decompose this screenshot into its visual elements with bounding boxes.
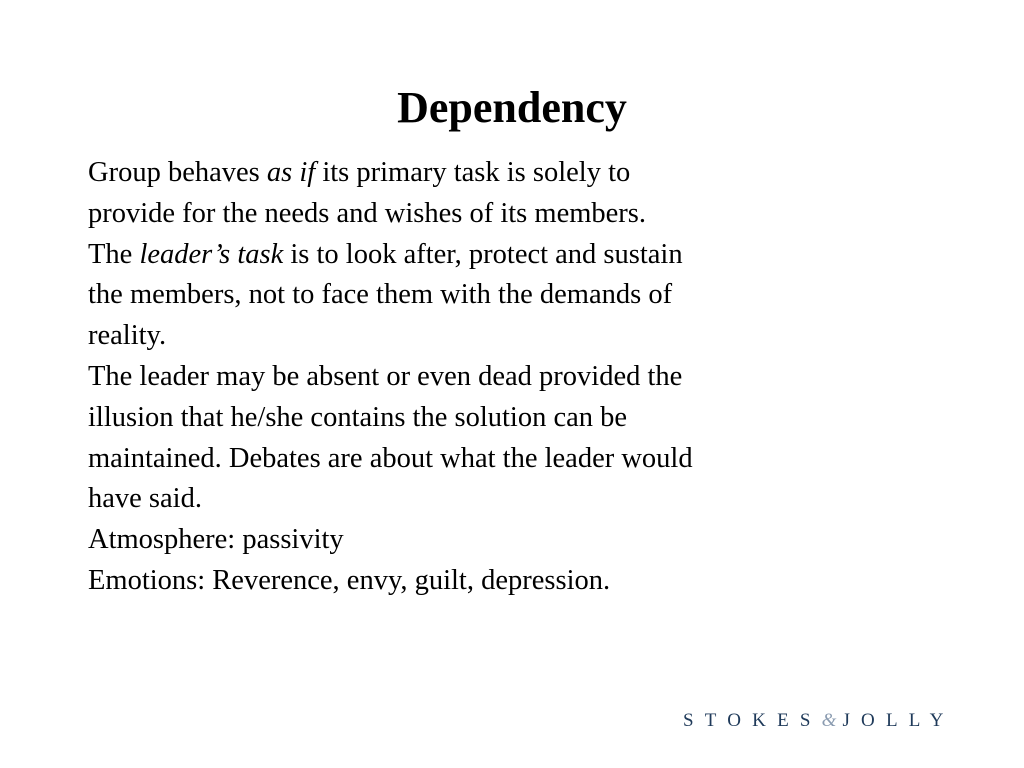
body-line-9: have said.: [88, 483, 202, 515]
body-line-1-start: Group behaves: [88, 157, 267, 188]
body-line-1: [88, 153, 808, 194]
body-line-4: the members, not to face them with the demands of: [88, 279, 673, 311]
body-line-8: maintained. Debates are about what the leader would: [88, 442, 693, 474]
logo-text-stokes: STOKES: [683, 710, 822, 731]
body-line-5: reality.: [88, 320, 167, 352]
emphasis-leaders-task: leader’s task: [139, 238, 284, 270]
body-line-3: [88, 235, 808, 276]
logo-text-jolly: JOLLY: [842, 710, 955, 731]
slide-title: Dependency: [397, 83, 627, 132]
body-line-2: provide for the needs and wishes of its members.: [88, 197, 646, 229]
slide-body: [88, 153, 808, 602]
body-line-atmosphere: Atmosphere: passivity: [88, 524, 344, 556]
emphasis-as-if: as if: [266, 157, 316, 188]
body-line-7: illusion that he/she contains the solution can be: [88, 401, 628, 433]
body-line-6: The leader may be absent or even dead provided the: [88, 360, 683, 392]
body-line-1-end: its primary task is solely to: [315, 157, 631, 188]
logo-ampersand: &: [821, 710, 843, 731]
body-line-3-end: is to look after, protect and sustain: [283, 238, 683, 270]
body-line-emotions: Emotions: Reverence, envy, guilt, depression.: [88, 564, 611, 596]
stokes-jolly-logo: [683, 706, 1003, 736]
body-line-3-start: The: [88, 238, 140, 270]
